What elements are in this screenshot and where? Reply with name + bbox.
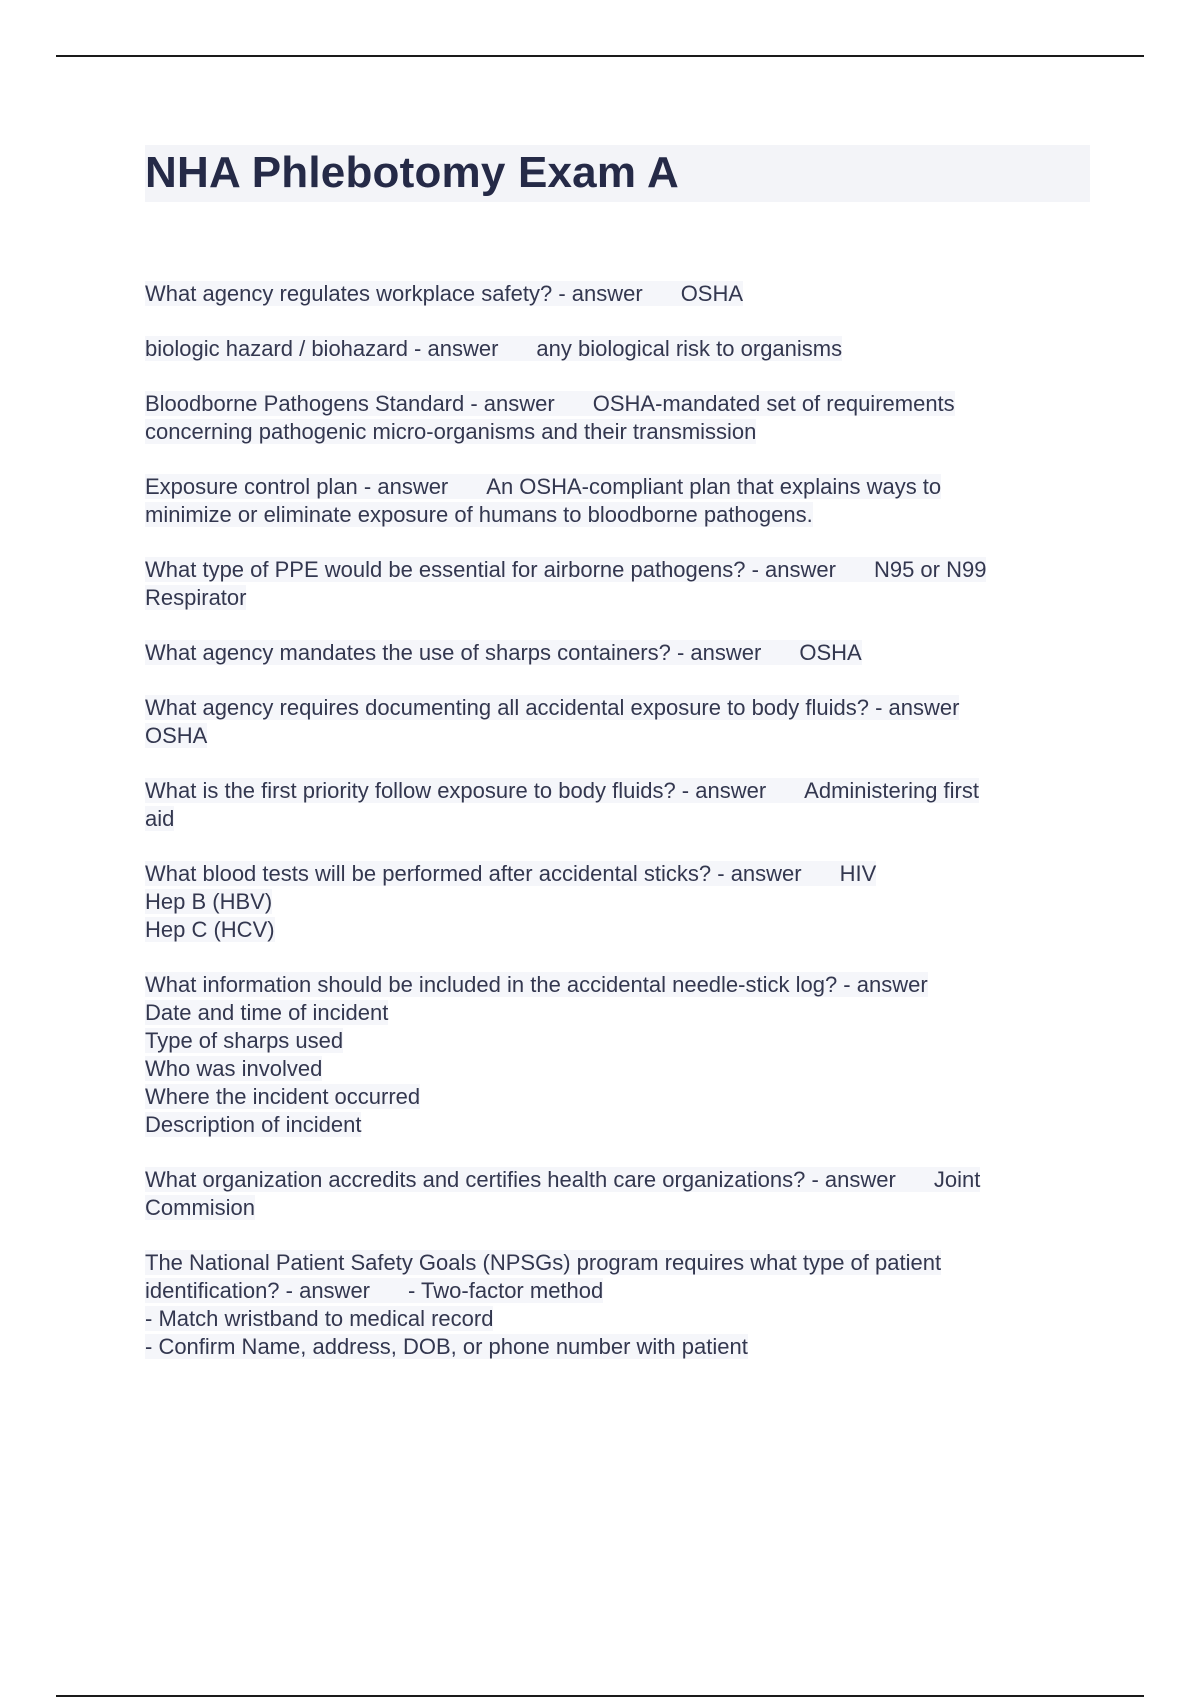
qa-item [145,777,1090,833]
answer-text: - Two-factor method [408,1278,604,1303]
answer-text: HIV [839,861,877,886]
question-text: Exposure control plan - answer [145,474,449,499]
answer-text: aid [145,806,175,831]
title-block [145,145,1090,202]
answer-text: OSHA [145,723,208,748]
bottom-rule [56,1695,1144,1697]
qa-item [145,694,1090,750]
question-text: What blood tests will be performed after accidental sticks? - answer [145,861,802,886]
question-text: What is the first priority follow exposure to body fluids? - answer [145,778,767,803]
answer-text: Hep B (HBV) [145,889,273,914]
qa-item [145,860,1090,944]
question-text: The National Patient Safety Goals (NPSGs) program requires what type of patient [145,1250,942,1275]
question-text: What agency regulates workplace safety? - answer [145,281,643,306]
answer-text: - Match wristband to medical record [145,1306,494,1331]
answer-text: minimize or eliminate exposure of humans to bloodborne pathogens. [145,502,813,527]
answer-text: OSHA [799,640,862,665]
answer-text: OSHA-mandated set of requirements [592,391,955,416]
answer-text: - Confirm Name, address, DOB, or phone number with patient [145,1334,748,1359]
answer-text: Administering first [804,778,979,803]
qa-item [145,335,1090,363]
answer-text: Commision [145,1195,256,1220]
qa-item [145,1249,1090,1361]
answer-text: N95 or N99 [873,557,987,582]
question-text: identification? - answer [145,1278,371,1303]
question-text: What agency requires documenting all accidental exposure to body fluids? - answer [145,695,960,720]
answer-text: Type of sharps used [145,1028,344,1053]
answer-text: Date and time of incident [145,1000,389,1025]
answer-text: Respirator [145,585,247,610]
qa-item [145,1166,1090,1222]
qa-item [145,390,1090,446]
question-text: What type of PPE would be essential for airborne pathogens? - answer [145,557,836,582]
question-text: What agency mandates the use of sharps containers? - answer [145,640,762,665]
answer-text: An OSHA-compliant plan that explains ways to [486,474,942,499]
answer-text: Joint [933,1167,981,1192]
qa-item [145,971,1090,1139]
qa-item [145,556,1090,612]
page-title: NHA Phlebotomy Exam A [145,148,679,197]
answer-text: Hep C (HCV) [145,917,275,942]
question-text: What information should be included in the accidental needle-stick log? - answer [145,972,928,997]
qa-list [145,280,1090,1361]
document-content [145,145,1090,1388]
qa-item [145,639,1090,667]
answer-text: Description of incident [145,1112,362,1137]
answer-text: concerning pathogenic micro-organisms and their transmission [145,419,757,444]
qa-item [145,280,1090,308]
question-text: Bloodborne Pathogens Standard - answer [145,391,555,416]
qa-item [145,473,1090,529]
question-text: biologic hazard / biohazard - answer [145,336,499,361]
question-text: What organization accredits and certifies health care organizations? - answer [145,1167,896,1192]
answer-text: OSHA [680,281,744,306]
answer-text: any biological risk to organisms [536,336,843,361]
answer-text: Where the incident occurred [145,1084,421,1109]
answer-text: Who was involved [145,1056,323,1081]
top-rule [56,55,1144,57]
